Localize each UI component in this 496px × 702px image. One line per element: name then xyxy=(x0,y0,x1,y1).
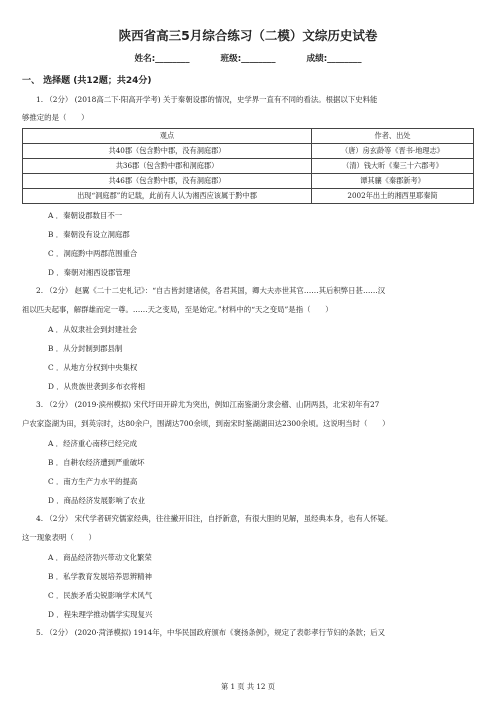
student-info-row xyxy=(0,52,496,64)
table-header-row xyxy=(23,129,474,144)
question-2-line-1: 2. （2分） 赵翼《二十二史札记》：“自古皆封建诸侯，各君其国，卿大夫亦世其官……其后积弊日甚……汉 xyxy=(36,286,386,295)
question-1-line-1: 1. （2分） (2018高二下·阳高开学考) 关于秦朝设郡的情况，史学界一直有不同的看法。根据以下史料能 xyxy=(36,95,378,104)
table-cell: 出现“洞庭郡”的记载，此前有人认为湘西应该属于黔中郡 xyxy=(23,189,312,204)
option-d[interactable]: D ．程朱理学推动儒学实现复兴 xyxy=(48,610,153,619)
q1-source-table xyxy=(22,128,474,204)
question-4-line-1: 4. （2分） 宋代学者研究儒家经典，往往撇开旧注，自抒新意，有很大胆的见解，虽经典本身，也有人怀疑。 xyxy=(36,514,393,523)
table-row xyxy=(23,174,474,189)
option-c[interactable]: C ．从地方分权到中央集权 xyxy=(48,363,138,372)
table-cell: 共36郡（包含黔中郡和洞庭郡） xyxy=(23,159,312,174)
score-field[interactable]: 成绩:________ xyxy=(306,54,362,64)
question-4-line-2: 这一现象表明（ ） xyxy=(22,533,96,542)
class-field[interactable]: 班级:________ xyxy=(220,54,276,64)
table-cell: 2002年出土的湘西里耶秦简 xyxy=(312,189,474,204)
table-cell: （唐）房玄龄等《晋书·地理志》 xyxy=(312,144,474,159)
option-d[interactable]: D ．商品经济发展影响了农业 xyxy=(48,496,145,505)
table-cell: 共40郡（包含黔中郡，没有洞庭郡） xyxy=(23,144,312,159)
option-b[interactable]: B ．秦朝没有设立洞庭郡 xyxy=(48,230,130,239)
option-d[interactable]: D ．秦朝对湘西设郡管理 xyxy=(48,268,131,277)
table-cell: 谭其骧《秦郡新考》 xyxy=(312,174,474,189)
question-5-line-1: 5. （2分） (2020·菏泽模拟) 1914年，中华民国政府颁布《褒扬条例》，规定了表彰孝行节妇的条款；后又 xyxy=(36,628,386,637)
option-b[interactable]: B ．从分封制到郡县制 xyxy=(48,344,123,353)
table-row xyxy=(23,159,474,174)
name-field[interactable]: 姓名:________ xyxy=(134,54,190,64)
table-row xyxy=(23,144,474,159)
table-header-cell: 观点 xyxy=(23,129,312,144)
option-a[interactable]: A ．从奴隶社会到封建社会 xyxy=(48,325,137,334)
option-a[interactable]: A ．经济重心南移已经完成 xyxy=(48,439,137,448)
option-b[interactable]: B ．私学教育发展培养思辨精神 xyxy=(48,572,152,581)
table-cell: 共46郡（包含黔中郡，没有洞庭郡） xyxy=(23,174,312,189)
option-c[interactable]: C ．民族矛盾尖锐影响学术风气 xyxy=(48,591,153,600)
option-b[interactable]: B ．自耕农经济遭到严重破坏 xyxy=(48,458,145,467)
option-d[interactable]: D ．从贵族世袭到多布衣将相 xyxy=(48,382,145,391)
table-header-cell: 作者、出处 xyxy=(312,129,474,144)
question-3-line-1: 3. （2分） (2019·滨州模拟) 宋代圩田开辟尤为突出，例如江南鉴湖分隶会稽、山阴两县，北宋初年有27 xyxy=(36,400,380,409)
question-2-line-2: 祖以匹夫起事，解群雄而定一尊。……天之变局，至是始定。”材料中的“天之变局”是指（ ） xyxy=(22,305,333,314)
table-row xyxy=(23,189,474,204)
option-a[interactable]: A ．商品经济勃兴带动文化繁荣 xyxy=(48,553,152,562)
question-3-line-2: 户农家盗湖为田，到英宗时，达80余户，围湖达700余顷，到南宋时鉴湖湖田达2300余顷。这说明当时（ ） xyxy=(22,419,390,428)
option-c[interactable]: C ．南方生产力水平的提高 xyxy=(48,477,138,486)
section-title: 一、 选择题 (共12题；共24分) xyxy=(22,76,152,86)
table-cell: （清）钱大昕《秦三十六郡考》 xyxy=(312,159,474,174)
option-c[interactable]: C ．洞庭黔中两郡范围重合 xyxy=(48,249,138,258)
question-1-line-2: 够推定的是（ ） xyxy=(22,113,89,122)
option-a[interactable]: A ．秦朝设郡数目不一 xyxy=(48,211,123,220)
page-title: 陕西省高三5月综合练习（二模）文综历史试卷 xyxy=(118,28,378,43)
page-footer: 第 1 页 共 12 页 xyxy=(221,682,275,691)
